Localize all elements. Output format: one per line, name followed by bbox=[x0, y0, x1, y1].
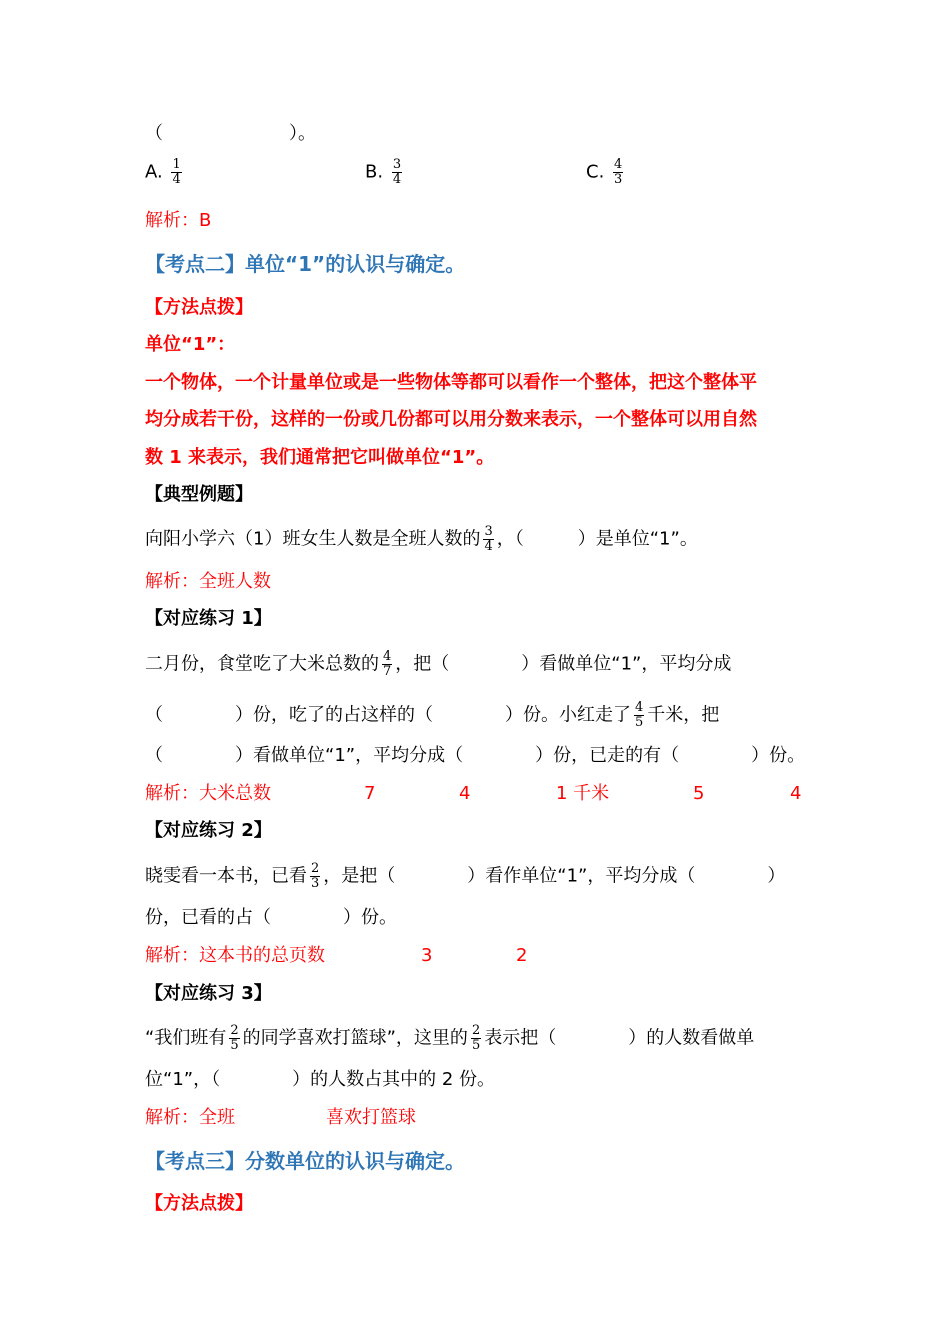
practice-1-line-3: （ ）看做单位“1”，平均分成（ ）份，已走的有（ ）份。 bbox=[145, 745, 806, 766]
practice-1-answer-4: 1 千米 bbox=[556, 783, 610, 804]
practice-2-heading: 【对应练习 2】 bbox=[145, 820, 272, 841]
practice-1-heading: 【对应练习 1】 bbox=[145, 608, 272, 629]
practice-3-answer-1: 解析：全班 bbox=[145, 1107, 235, 1128]
section-2-title: 【考点二】单位“1”的认识与确定。 bbox=[145, 252, 466, 276]
practice-1-fraction-a: $\frac{4}{7}$ bbox=[383, 649, 392, 679]
practice-3-line-1: “我们班有 $\frac{2}{5}$ 的同学喜欢打篮球”，这里的 $\frac{2}{5}$ 表示把（ ）的人数看做单 bbox=[145, 1023, 755, 1053]
example-fraction: $\frac{3}{4}$ bbox=[484, 524, 493, 554]
practice-1-line-1: 二月份，食堂吃了大米总数的 $\frac{4}{7}$ ，把（ ）看做单位“1”，平均分成 bbox=[145, 649, 732, 679]
practice-3-heading: 【对应练习 3】 bbox=[145, 983, 272, 1004]
option-b-fraction: $\frac{3}{4}$ bbox=[392, 157, 402, 187]
unit-one-line-3: 数 1 来表示，我们通常把它叫做单位“1”。 bbox=[145, 447, 495, 468]
question-paren: （ ）。 bbox=[145, 123, 316, 144]
example-question: 向阳小学六（1）班女生人数是全班人数的 $\frac{3}{4}$ ，（ ）是单位“1”。 bbox=[145, 524, 698, 554]
option-c-fraction: $\frac{4}{3}$ bbox=[614, 157, 623, 187]
example-answer: 解析：全班人数 bbox=[145, 571, 271, 592]
practice-3-answer-2: 喜欢打篮球 bbox=[326, 1107, 416, 1128]
method-tip-heading-2: 【方法点拨】 bbox=[145, 1193, 253, 1214]
option-b-label: B. bbox=[365, 161, 384, 183]
unit-one-line-1: 一个物体，一个计量单位或是一些物体等都可以看作一个整体，把这个整体平 bbox=[145, 372, 757, 393]
answer-0: 解析：B bbox=[145, 210, 212, 231]
option-a[interactable] bbox=[145, 158, 185, 187]
practice-1-answer-1: 解析：大米总数 bbox=[145, 783, 271, 804]
option-c[interactable] bbox=[586, 158, 626, 187]
practice-2-answer-3: 2 bbox=[516, 945, 528, 966]
practice-3-fraction-a: $\frac{2}{5}$ bbox=[230, 1023, 239, 1053]
practice-2-fraction: $\frac{2}{3}$ bbox=[311, 861, 320, 891]
method-tip-heading: 【方法点拨】 bbox=[145, 297, 253, 318]
option-a-fraction: $\frac{1}{4}$ bbox=[172, 157, 181, 187]
practice-1-answer-6: 4 bbox=[790, 783, 802, 804]
practice-3-fraction-b: $\frac{2}{5}$ bbox=[471, 1023, 481, 1053]
practice-2-answer-2: 3 bbox=[421, 945, 433, 966]
practice-2-answer-1: 解析：这本书的总页数 bbox=[145, 945, 325, 966]
option-c-label: C. bbox=[586, 161, 605, 183]
practice-1-answer-2: 7 bbox=[364, 783, 376, 804]
practice-2-line-1: 晓雯看一本书，已看 $\frac{2}{3}$ ，是把（ ）看作单位“1”，平均分成（ ） bbox=[145, 861, 786, 891]
practice-1-line-2: （ ）份，吃了的占这样的（ ）份。小红走了 $\frac{4}{5}$ 千米，把 bbox=[145, 700, 720, 730]
practice-1-answer-3: 4 bbox=[459, 783, 471, 804]
practice-2-line-2: 份，已看的占（ ）份。 bbox=[145, 907, 397, 928]
example-heading: 【典型例题】 bbox=[145, 484, 253, 505]
unit-one-heading: 单位“1”： bbox=[145, 334, 236, 355]
practice-3-line-2: 位“1”，（ ）的人数占其中的 2 份。 bbox=[145, 1069, 495, 1090]
option-a-label: A. bbox=[145, 161, 163, 183]
section-3-title: 【考点三】分数单位的认识与确定。 bbox=[145, 1149, 465, 1173]
unit-one-line-2: 均分成若干份，这样的一份或几份都可以用分数来表示，一个整体可以用自然 bbox=[145, 409, 757, 430]
practice-1-answer-5: 5 bbox=[693, 783, 705, 804]
option-b[interactable] bbox=[365, 158, 405, 187]
practice-1-fraction-b: $\frac{4}{5}$ bbox=[635, 700, 644, 730]
